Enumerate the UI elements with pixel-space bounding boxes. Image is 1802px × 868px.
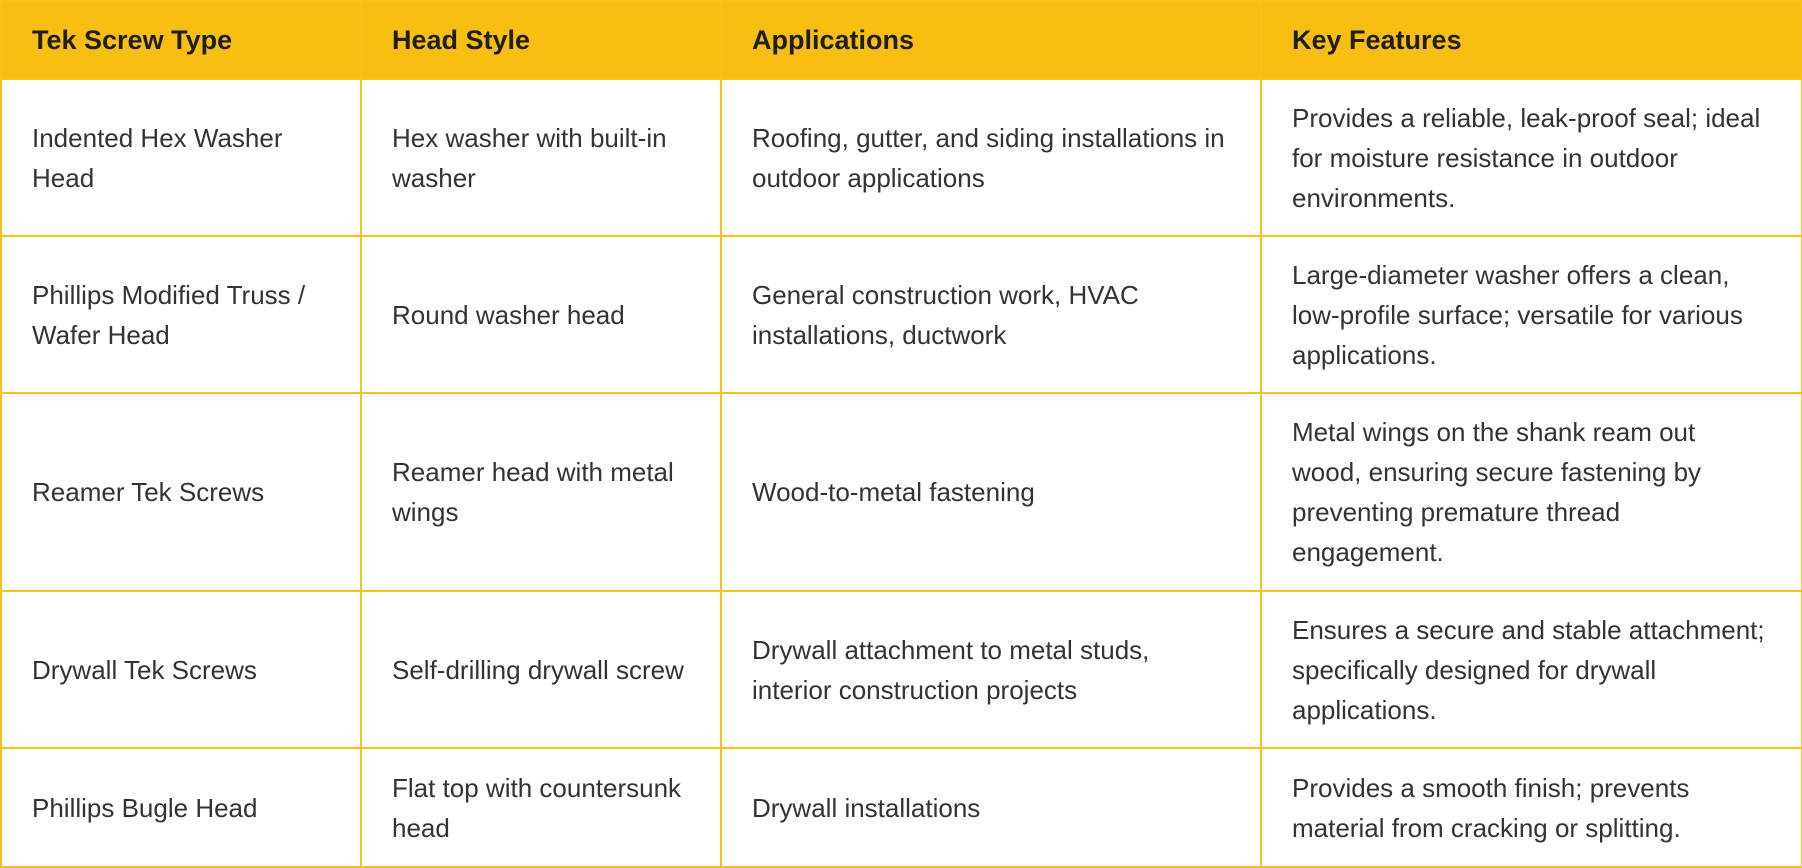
cell-type: Indented Hex Washer Head [1, 79, 361, 236]
cell-head-style: Flat top with countersunk head [361, 748, 721, 867]
cell-type: Phillips Modified Truss / Wafer Head [1, 236, 361, 393]
header-row [1, 1, 1802, 79]
cell-key-features: Ensures a secure and stable attachment; specifically designed for drywall applications. [1261, 591, 1802, 748]
cell-type: Reamer Tek Screws [1, 393, 361, 591]
table-row [1, 236, 1802, 393]
cell-type: Drywall Tek Screws [1, 591, 361, 748]
column-header-head-style: Head Style [361, 1, 721, 79]
cell-type: Phillips Bugle Head [1, 748, 361, 867]
cell-head-style: Hex washer with built-in washer [361, 79, 721, 236]
cell-applications: Roofing, gutter, and siding installations in outdoor applications [721, 79, 1261, 236]
column-header-applications: Applications [721, 1, 1261, 79]
cell-applications: Drywall attachment to metal studs, interior construction projects [721, 591, 1261, 748]
cell-head-style: Self-drilling drywall screw [361, 591, 721, 748]
cell-head-style: Round washer head [361, 236, 721, 393]
column-header-type: Tek Screw Type [1, 1, 361, 79]
table-body [1, 79, 1802, 867]
column-header-key-features: Key Features [1261, 1, 1802, 79]
cell-key-features: Provides a reliable, leak-proof seal; ideal for moisture resistance in outdoor environments. [1261, 79, 1802, 236]
cell-applications: General construction work, HVAC installations, ductwork [721, 236, 1261, 393]
cell-key-features: Large-diameter washer offers a clean, low-profile surface; versatile for various applications. [1261, 236, 1802, 393]
table-header [1, 1, 1802, 79]
table-row [1, 591, 1802, 748]
table-row [1, 79, 1802, 236]
table-row [1, 393, 1802, 591]
cell-applications: Drywall installations [721, 748, 1261, 867]
cell-head-style: Reamer head with metal wings [361, 393, 721, 591]
cell-applications: Wood-to-metal fastening [721, 393, 1261, 591]
cell-key-features: Provides a smooth finish; prevents material from cracking or splitting. [1261, 748, 1802, 867]
table-row [1, 748, 1802, 867]
cell-key-features: Metal wings on the shank ream out wood, ensuring secure fastening by preventing premature thread engagement. [1261, 393, 1802, 591]
